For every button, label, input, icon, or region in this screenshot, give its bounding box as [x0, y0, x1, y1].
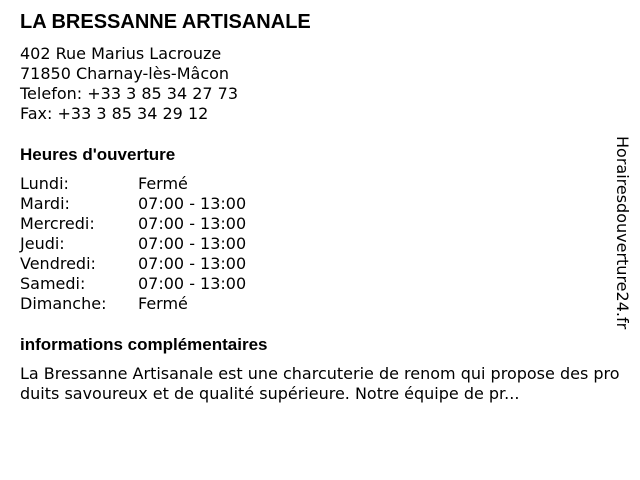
phone-number: Telefon: +33 3 85 34 27 73 — [20, 84, 239, 103]
hours-row-thursday — [20, 234, 246, 254]
hours-row-sunday — [20, 294, 246, 314]
hours-day: Mardi: — [20, 194, 70, 213]
hours-row-tuesday — [20, 194, 246, 214]
opening-hours-heading: Heures d'ouverture — [20, 145, 176, 164]
hours-time: 07:00 - 13:00 — [138, 254, 247, 273]
hours-time: 07:00 - 13:00 — [138, 274, 247, 293]
additional-info-heading: informations complémentaires — [20, 335, 268, 354]
hours-time: 07:00 - 13:00 — [138, 234, 247, 253]
hours-row-wednesday — [20, 214, 246, 234]
address-city: 71850 Charnay-lès-Mâcon — [20, 64, 230, 83]
hours-time: 07:00 - 13:00 — [138, 194, 247, 213]
hours-time: 07:00 - 13:00 — [138, 214, 247, 233]
hours-row-saturday — [20, 274, 246, 294]
hours-day: Dimanche: — [20, 294, 107, 313]
fax-number: Fax: +33 3 85 34 29 12 — [20, 104, 209, 123]
hours-day: Samedi: — [20, 274, 86, 293]
hours-day: Lundi: — [20, 174, 69, 193]
hours-row-monday — [20, 174, 246, 194]
opening-hours-table — [20, 174, 246, 314]
hours-time: Fermé — [138, 294, 188, 313]
business-name: LA BRESSANNE ARTISANALE — [20, 11, 311, 33]
site-watermark: Horairesdouverture24.fr — [613, 136, 632, 330]
hours-time: Fermé — [138, 174, 188, 193]
address-street: 402 Rue Marius Lacrouze — [20, 44, 222, 63]
hours-day: Vendredi: — [20, 254, 96, 273]
hours-row-friday — [20, 254, 246, 274]
business-description: La Bressanne Artisanale est une charcuterie de renom qui propose des produits savoureux et de qualité supérieure. Notre équipe de pr... — [20, 364, 620, 403]
address-block — [20, 44, 238, 124]
hours-day: Mercredi: — [20, 214, 95, 233]
hours-day: Jeudi: — [20, 234, 65, 253]
